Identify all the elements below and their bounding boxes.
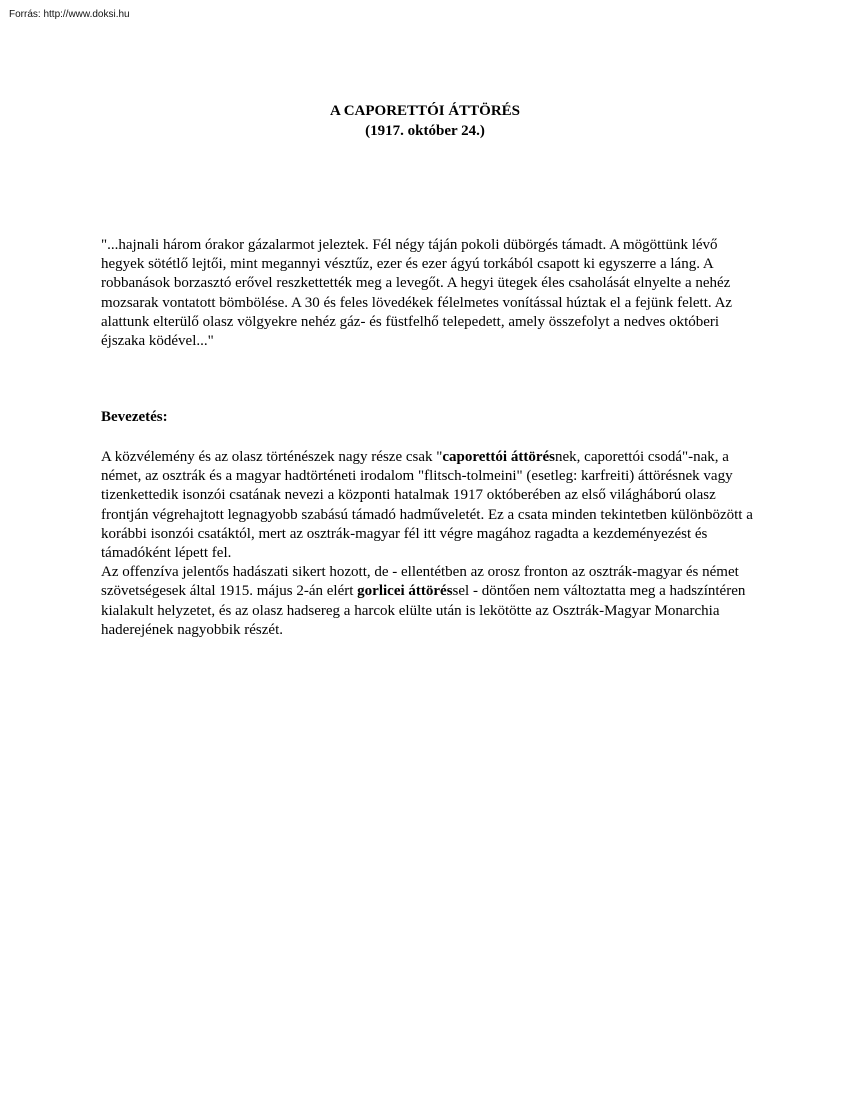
quote-text: "...hajnali három órakor gázalarmot jeleztek. Fél négy táján pokoli dübörgés támadt. A mögöttünk lévő hegyek sötétlő lejtői, mint megannyi vésztűz, ezer és ezer ágyú torkából csapott ki egyszerre a láng. A robbanások borzasztó erővel reszkettették meg a levegőt. A hegyi ütegek éles csaholását elnyelte a nehéz mozsarak vontatott bömbölése. A 30 és feles lövedékek félelmetes vonítással húztak el a fejünk felett. Az alattunk elterülő olasz völgyekre nehéz gáz- és füstfelhő telepedett, amely összefolyt a nedves októberi éjszaka ködével...": [101, 237, 733, 350]
intro-paragraph-2: [101, 563, 761, 640]
title-block: [0, 101, 850, 141]
document-date: (1917. október 24.): [365, 123, 485, 139]
intro-text: nek, caporettói csodá"-nak, a német, az osztrák és a magyar hadtörténeti irodalom "flitsch-tolmeini" (esetleg: karfreiti) áttörésnek vagy tizenkettedik isonzói csatának nevezi a központi hatalmak 1917 októberében az első világháború olasz frontján végrehajtott legnagyobb szabású támadó hadműveletét. Ez a csata minden tekintetben különbözött a korábbi isonzói csatáktól, mert az osztrák-magyar fél itt végre magához ragadta a kezdeményezést és támadóként lépett fel.: [101, 449, 753, 562]
opening-quote: [101, 236, 761, 351]
intro-paragraph-1: [101, 448, 761, 563]
intro-section: [101, 448, 761, 640]
intro-text: Az offenzíva jelentős hadászati sikert hozott, de - ellentétben az orosz fronton az osztrák-magyar és német szövetségesek által 1915. május 2-án elért: [101, 564, 739, 600]
intro-text: sel - döntően nem változtatta meg a hadszíntéren kialakult helyzetet, és az olasz hadsereg a harcok elülte után is lekötötte az Osztrák-Magyar Monarchia haderejének nagyobbik részét.: [101, 583, 746, 638]
bold-term-gorlice: gorlicei áttörés: [357, 583, 453, 600]
document-title: A CAPORETTÓI ÁTTÖRÉS: [329, 103, 521, 119]
intro-text: A közvélemény és az olasz történészek nagy része csak ": [101, 449, 443, 465]
section-heading: Bevezetés:: [101, 409, 168, 425]
source-label: Forrás: http://www.doksi.hu: [9, 9, 130, 20]
bold-term-caporetto: caporettói áttörés: [442, 449, 555, 465]
